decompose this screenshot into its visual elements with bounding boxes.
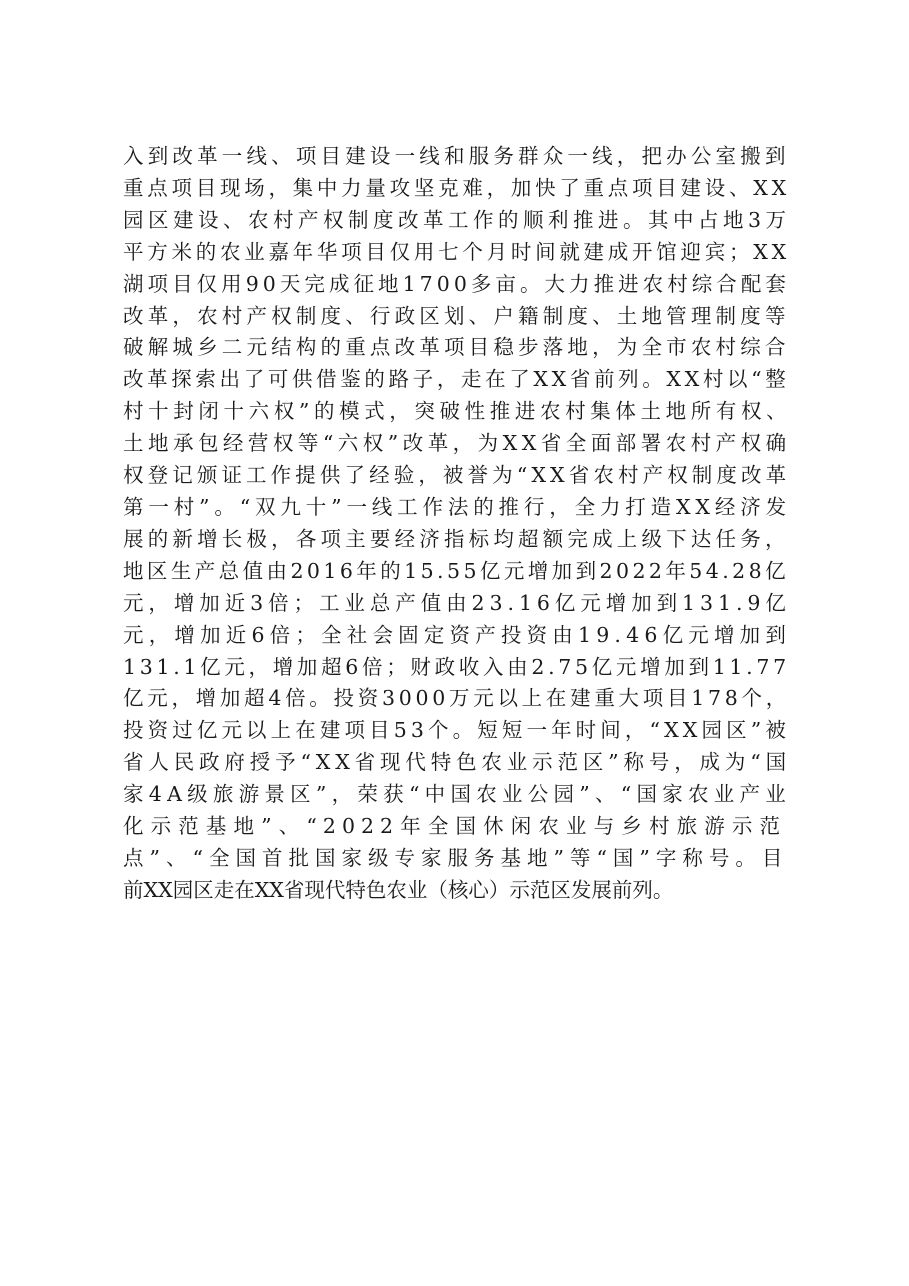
text-line: 亿元，增加超4倍。投资3000万元以上在建重大项目178个，	[123, 686, 790, 711]
text-line: 地区生产总值由2016年的15.55亿元增加到2022年54.28亿	[123, 558, 789, 583]
text-line: 改革，农村产权制度、行政区划、户籍制度、土地管理制度等	[123, 303, 790, 328]
text-line: 展的新增长极，各项主要经济指标均超额完成上级下达任务，	[123, 526, 790, 551]
text-line: 权登记颁证工作提供了经验，被誉为“XX省农村产权制度改革	[123, 463, 791, 488]
body-paragraph	[123, 141, 792, 907]
text-line: 131.1亿元，增加超6倍；财政收入由2.75亿元增加到11.77	[123, 654, 790, 679]
text-line: 改革探索出了可供借鉴的路子，走在了XX省前列。XX村以“整	[123, 367, 790, 392]
text-line: 元，增加近6倍；全社会固定资产投资由19.46亿元增加到	[123, 622, 792, 647]
text-line: 前XX园区走在XX省现代特色农业（核心）示范区发展前列。	[123, 877, 674, 902]
text-line: 土地承包经营权等“六权”改革，为XX省全面部署农村产权确	[123, 431, 791, 456]
text-line: 点”、“全国首批国家级专家服务基地”等“国”字称号。目	[123, 845, 789, 870]
text-line: 省人民政府授予“XX省现代特色农业示范区”称号，成为“国	[123, 750, 791, 775]
text-line: 破解城乡二元结构的重点改革项目稳步落地，为全市农村综合	[123, 335, 790, 360]
text-line: 园区建设、农村产权制度改革工作的顺利推进。其中占地3万	[123, 207, 791, 232]
text-line: 村十封闭十六权”的模式，突破性推进农村集体土地所有权、	[123, 399, 792, 424]
text-line: 化示范基地”、“2022年全国休闲农业与乡村旅游示范	[123, 814, 786, 839]
text-line: 入到改革一线、项目建设一线和服务群众一线，把办公室搬到	[123, 144, 790, 168]
text-line: 重点项目现场，集中力量攻坚克难，加快了重点项目建设、XX	[123, 175, 790, 200]
text-line: 第一村”。“双九十”一线工作法的推行，全力打造XX经济发	[123, 494, 791, 519]
text-line: 投资过亿元以上在建项目53个。短短一年时间，“XX园区”被	[123, 718, 790, 743]
text-line: 湖项目仅用90天完成征地1700多亩。大力推进农村综合配套	[123, 271, 790, 296]
text-line: 元，增加近3倍；工业总产值由23.16亿元增加到131.9亿	[123, 590, 791, 615]
text-line: 家4A级旅游景区”，荣获“中国农业公园”、“国家农业产业	[123, 782, 792, 807]
text-line: 平方米的农业嘉年华项目仅用七个月时间就建成开馆迎宾；XX	[123, 239, 790, 264]
